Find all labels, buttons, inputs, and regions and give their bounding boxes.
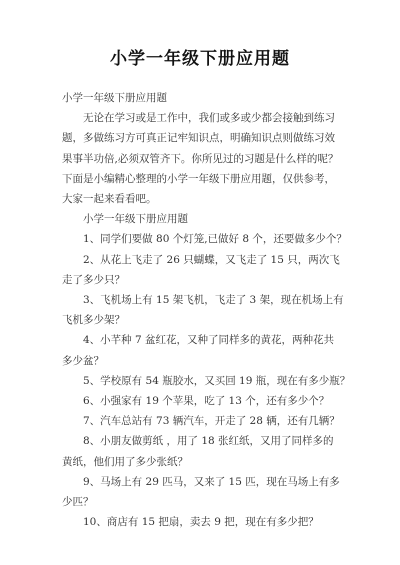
intro-line: 题，多做练习方可真正记牢知识点，明确知识点则做练习效: [62, 132, 335, 145]
question-line-continued: 多少盆？: [62, 354, 104, 367]
question-line: 4、小芊种 7 盆红花，又种了同样多的黄花，两种花共: [83, 334, 335, 347]
intro-line: 下面是小编精心整理的小学一年级下册应用题，仅供参考，: [62, 172, 335, 185]
question-line: 7、汽车总站有 73 辆汽车，开走了 28 辆，还有几辆？: [83, 415, 340, 428]
question-line: 8、小朋友做剪纸 ，用了 18 张红纸，又用了同样多的: [83, 435, 334, 448]
question-line: 9、马场上有 29 匹马，又来了 15 匹，现在马场上有多: [83, 475, 340, 488]
question-line: 2、从花上飞走了 26 只蝴蝶，又飞走了 15 只，两次飞: [83, 253, 340, 266]
subheading: 小学一年级下册应用题: [83, 213, 188, 226]
document-body: [62, 88, 352, 532]
question-line: 10、商店有 15 把扇，卖去 9 把，现在有多少把？: [83, 516, 319, 529]
heading-line: 小学一年级下册应用题: [62, 92, 167, 104]
question-line-continued: 走了多少只？: [62, 273, 125, 286]
question-line: 1、同学们要做 80 个灯笼,已做好 8 个，还要做多少个？: [83, 233, 347, 246]
question-line: 3、飞机场上有 15 架飞机，飞走了 3 架，现在机场上有: [83, 294, 344, 307]
intro-line: 果事半功倍,必须双管齐下。你所见过的习题是什么样的呢？: [62, 152, 339, 165]
question-line-continued: 黄纸，他们用了多少张纸？: [62, 455, 188, 468]
page-title: 小学一年级下册应用题: [110, 49, 290, 69]
intro-line: 大家一起来看看吧。: [62, 193, 157, 206]
question-line: 6、小强家有 19 个苹果，吃了 13 个，还有多少个？: [83, 395, 330, 408]
intro-line: 无论在学习或是工作中，我们或多或少都会接触到练习: [83, 112, 335, 125]
question-line: 5、学校原有 54 瓶胶水，又买回 19 瓶，现在有多少瓶？: [83, 374, 351, 387]
question-line-continued: 飞机多少架？: [62, 314, 125, 327]
question-line-continued: 少匹？: [62, 496, 94, 509]
